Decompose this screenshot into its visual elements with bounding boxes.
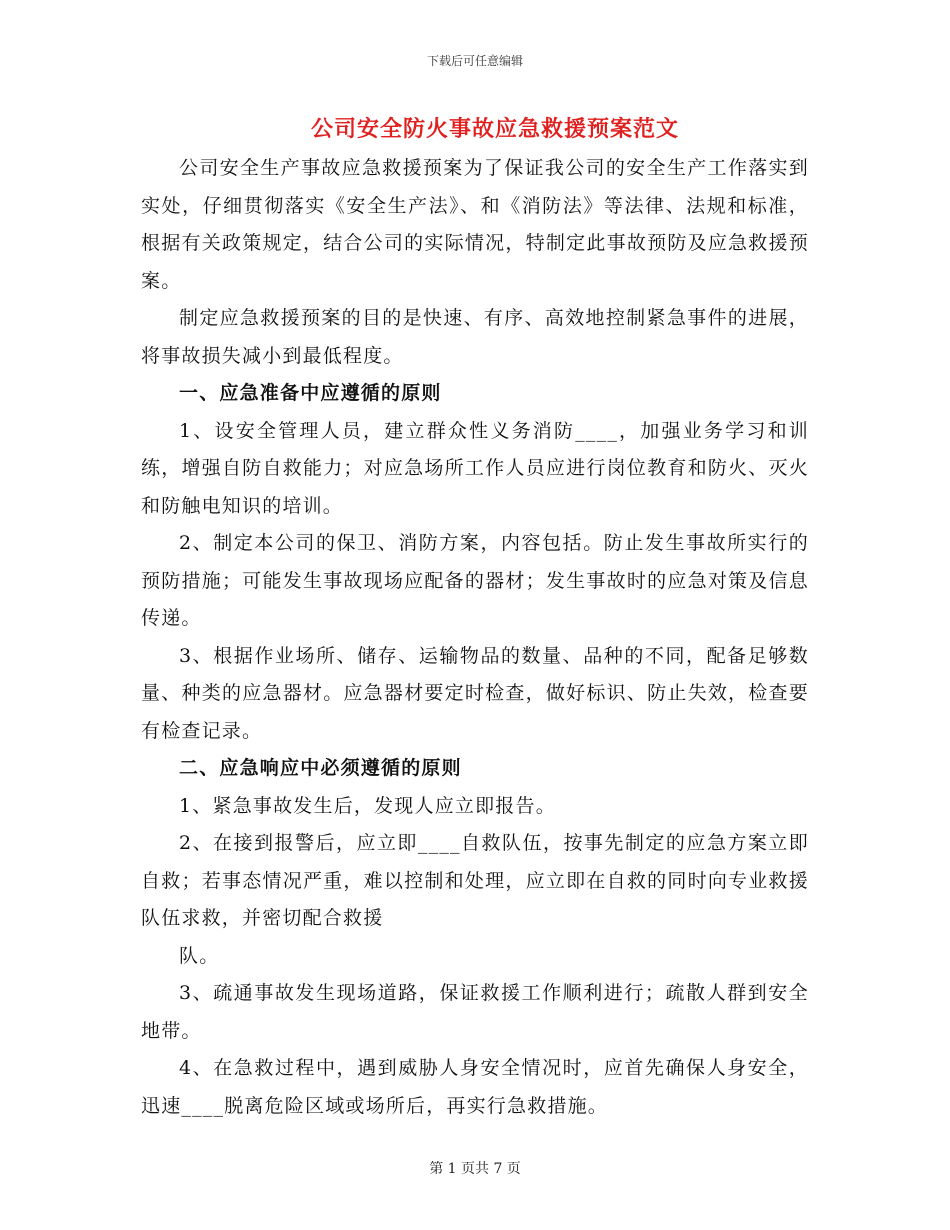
- list-item-continuation: 队。: [179, 944, 220, 967]
- list-item: 2、在接到报警后，应立即____自救队伍，按事先制定的应急方案立即自救；若事态情况严重，难以控制和处理，应立即在自救的同时向专业救援队伍求救，并密切配合救援: [141, 832, 809, 929]
- list-item: 2、制定本公司的保卫、消防方案，内容包括。防止发生事故所实行的预防措施；可能发生事故现场应配备的器材；发生事故时的应急对策及信息传递。: [141, 532, 809, 629]
- list-item: 1、设安全管理人员，建立群众性义务消防____，加强业务学习和训练，增强自防自救能力；对应急场所工作人员应进行岗位教育和防火、灭火和防触电知识的培训。: [141, 419, 809, 517]
- header-note: 下载后可任意编辑: [426, 54, 523, 68]
- list-item: 3、根据作业场所、储存、运输物品的数量、品种的不同，配备足够数量、种类的应急器材。应急器材要定时检查，做好标识、防止失效，检查要有检查记录。: [141, 644, 809, 742]
- section-heading-response: 二、应急响应中必须遵循的原则: [179, 757, 462, 779]
- document-body: [141, 150, 809, 1125]
- list-item: 3、疏通事故发生现场道路，保证救援工作顺利进行；疏散人群到安全地带。: [141, 982, 809, 1042]
- document-title: 公司安全防火事故应急救援预案范文: [310, 116, 679, 142]
- list-item: 1、紧急事故发生后，发现人应立即报告。: [179, 794, 556, 817]
- paragraph-purpose: 制定应急救援预案的目的是快速、有序、高效地控制紧急事件的进展，将事故损失减小到最低程度。: [141, 307, 809, 367]
- section-heading-preparation: 一、应急准备中应遵循的原则: [179, 382, 442, 404]
- page-footer: 第 1 页共 7 页: [429, 1161, 521, 1177]
- list-item: 4、在急救过程中，遇到威胁人身安全情况时，应首先确保人身安全，迅速____脱离危险区域或场所后，再实行急救措施。: [141, 1057, 809, 1117]
- paragraph-intro: 公司安全生产事故应急救援预案为了保证我公司的安全生产工作落实到实处，仔细贯彻落实《安全生产法》、和《消防法》等法律、法规和标准，根据有关政策规定，结合公司的实际情况，特制定此事故预防及应急救援预案。: [141, 157, 809, 292]
